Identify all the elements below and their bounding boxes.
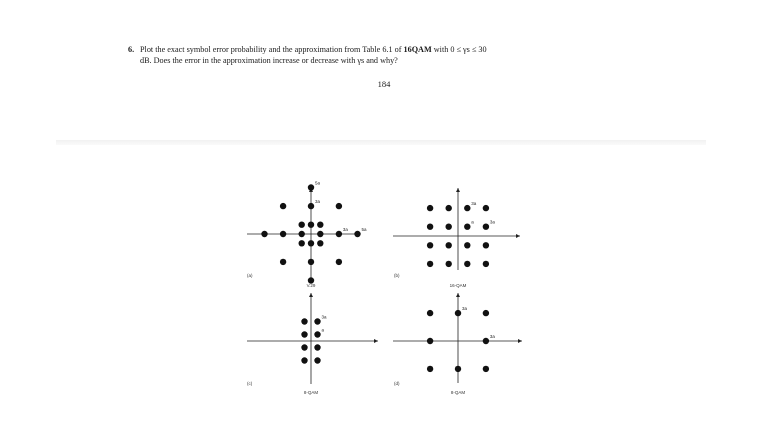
constellation-point bbox=[280, 203, 286, 209]
constellation-point bbox=[280, 259, 286, 265]
constellation-point bbox=[455, 366, 461, 372]
point-label: 3a bbox=[342, 227, 348, 232]
problem-number: 6. bbox=[128, 45, 135, 54]
constellation-point bbox=[483, 338, 489, 344]
constellation-point bbox=[317, 222, 323, 228]
problem-line-2: dB. Does the error in the approximation increase or decrease with γs and why? bbox=[140, 56, 398, 65]
constellation-point bbox=[314, 331, 320, 337]
constellation-point bbox=[483, 310, 489, 316]
panel-tag: (c) bbox=[247, 381, 253, 386]
constellation-point bbox=[446, 205, 452, 211]
point-label: 3a bbox=[471, 201, 477, 207]
constellation-point bbox=[336, 203, 342, 209]
panel-tag: (a) bbox=[247, 273, 253, 278]
point-label: 5a bbox=[315, 180, 321, 186]
constellation-point bbox=[317, 240, 323, 246]
constellation-point bbox=[314, 357, 320, 363]
constellation-point bbox=[483, 224, 489, 230]
quadrature-axis-arrow bbox=[309, 293, 313, 297]
constellation-point bbox=[354, 231, 360, 237]
constellation-point bbox=[464, 224, 470, 230]
constellation-point bbox=[308, 222, 314, 228]
constellation-point bbox=[464, 261, 470, 267]
constellation-point bbox=[464, 242, 470, 248]
problem-text-pre: Plot the exact symbol error probability and the approximation from Table 6.1 of bbox=[140, 45, 404, 54]
constellation-point bbox=[308, 184, 314, 190]
point-label: 5a bbox=[361, 227, 367, 232]
panel-tag: (d) bbox=[394, 381, 400, 386]
in-phase-axis-arrow bbox=[374, 339, 378, 343]
point-label: 3a bbox=[462, 306, 468, 312]
constellation-point bbox=[483, 242, 489, 248]
constellation-point bbox=[317, 231, 323, 237]
point-label: 3a bbox=[321, 314, 327, 320]
constellation-point bbox=[299, 231, 305, 237]
constellation-point bbox=[314, 344, 320, 350]
constellation-point bbox=[446, 261, 452, 267]
constellation-point bbox=[427, 310, 433, 316]
constellation-point bbox=[301, 318, 307, 324]
constellation-point bbox=[455, 310, 461, 316]
constellation-point bbox=[280, 231, 286, 237]
in-phase-axis-arrow bbox=[516, 234, 520, 238]
constellation-point bbox=[427, 261, 433, 267]
constellation-point bbox=[427, 205, 433, 211]
point-label: a bbox=[471, 219, 474, 225]
problem-text-bold: 16QAM bbox=[403, 45, 432, 54]
quadrature-axis-arrow bbox=[456, 293, 460, 297]
constellation-point bbox=[299, 222, 305, 228]
constellation-point bbox=[336, 231, 342, 237]
constellation-point bbox=[464, 205, 470, 211]
constellation-point bbox=[314, 318, 320, 324]
constellation-point bbox=[483, 205, 489, 211]
panel-caption: 16-QAM bbox=[449, 283, 467, 288]
constellation-point bbox=[308, 259, 314, 265]
point-label: 3a bbox=[489, 219, 495, 225]
constellation-point bbox=[427, 224, 433, 230]
constellation-point bbox=[446, 224, 452, 230]
in-phase-axis-arrow bbox=[518, 339, 522, 343]
constellation-point bbox=[301, 357, 307, 363]
panel-caption: V.29 bbox=[306, 283, 316, 288]
point-label: 3a bbox=[315, 199, 321, 205]
constellation-point bbox=[427, 338, 433, 344]
problem-text-post: with 0 ≤ γs ≤ 30 bbox=[431, 45, 487, 54]
constellation-point bbox=[427, 366, 433, 372]
point-label: a bbox=[321, 327, 325, 333]
panel-tag: (b) bbox=[394, 273, 400, 278]
constellation-point bbox=[301, 344, 307, 350]
constellation-point bbox=[483, 366, 489, 372]
panel-caption: 8-QAM bbox=[303, 390, 319, 395]
page-number: 184 bbox=[377, 79, 391, 89]
constellation-point bbox=[308, 240, 314, 246]
point-label: 3a bbox=[489, 334, 495, 339]
constellation-point bbox=[301, 331, 307, 337]
constellation-point bbox=[299, 240, 305, 246]
constellation-point bbox=[483, 261, 489, 267]
panel-caption: 8-QAM bbox=[450, 390, 466, 395]
constellation-point bbox=[446, 242, 452, 248]
constellation-point bbox=[308, 203, 314, 209]
constellation-point bbox=[427, 242, 433, 248]
quadrature-axis-arrow bbox=[456, 188, 460, 192]
constellation-point bbox=[261, 231, 267, 237]
constellation-point bbox=[336, 259, 342, 265]
